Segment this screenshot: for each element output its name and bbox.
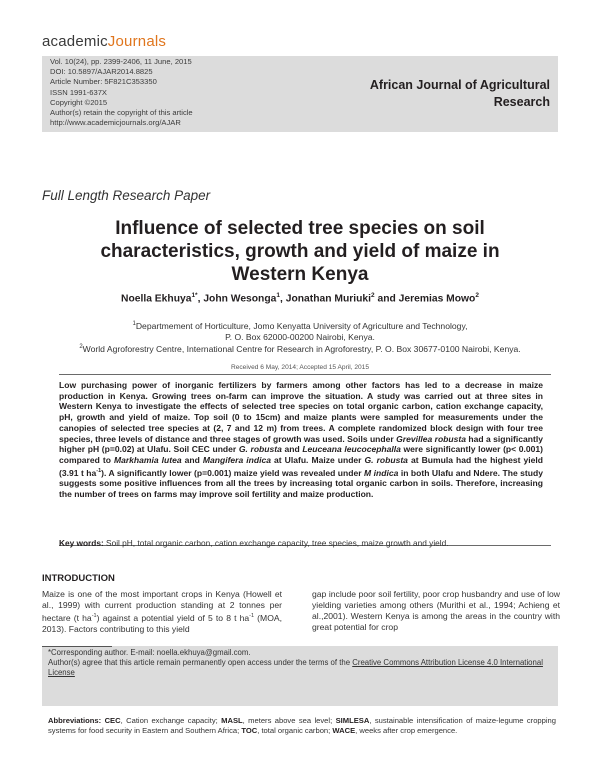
paper-title [60,217,540,286]
author-name: Noella Ekhuya [121,293,192,305]
footnote-text [48,648,553,679]
abstract: Low purchasing power of inorganic fertilizers by farmers among other factors has led to a decrease in maize production in Kenya. Growing trees on-farm can improve the situation. A study was carried out at three sites in Western Kenya to investigate the effects of selected tree species on total organic carbon, cation exchange capacity, pH, growth and yield of maize. Top soil (0 to 15cm) and maize plants were sampled for measurements under the canopies of selected tree species at (2, 7 and 12 m) from trees. A complete randomized block design with four tree species, three levels of distance and three stages of growth was used. Soils under Grevillea robusta had a significantly higher pH (p=0.02) at Ulafu. Soil CEC under G. robusta and Leuceana leucocephalla were significantly lower (p< 0.001) compared to Markhamia lutea and Mangifera indica at Ulafu. Maize under G. robusta at Bumula had the highest yield (3.91 t $ha^{-1}$). A significantly lower (p=0.001) maize yield was revealed under M indica in both Ulafu and Ndere. The study suggests some positive influences from all the trees by increasing total organic carbon in soils. Therefore, increasing the number of trees on farms may improve soil fertility and maize production. [59,380,543,499]
abbrev-term: SIMLESA [335,716,370,725]
affil-mark: 1 [132,321,136,327]
meta-article-number: Article Number: 5F821C353350 [50,77,157,87]
meta-doi: DOI: 10.5897/AJAR2014.8825 [50,67,153,77]
publisher-logo [42,33,166,50]
affiliation-1 [40,319,560,343]
meta-copyright: Copyright ©2015 [50,97,108,107]
journal-name [320,77,550,111]
author-affil-mark: 1 [276,292,280,299]
article-metadata [50,57,310,128]
author-affil-mark: 2 [475,292,479,299]
species-name: G. robusta [364,454,408,465]
abbrev-term: CEC [104,716,121,725]
affil-1-line-2: P. O. Box 62000-00200 Nairobi, Kenya. [225,331,375,342]
species-name: G. robusta [238,444,282,455]
received-accepted-dates: Received 6 May, 2014; Accepted 15 April, 2015 [230,364,370,371]
keywords-text: Soil pH, total organic carbon, cation exchange capacity, tree species, maize growth and yield. [103,538,449,548]
affiliation-2 [40,342,560,355]
logo-journals: Journals [107,33,167,50]
journal-name-line1: African Journal of Agricultural [369,78,550,92]
abbrev-term: MASL [221,716,243,725]
logo-academic: academic [42,33,108,50]
author-list: Noella Ekhuya$^{1*}$, John Wesonga$^1$, Jonathan Muriuki$^2$ and Jeremias Mowo$^2$ [121,292,479,305]
title-line-1: Influence of selected tree species on soil [115,218,485,239]
abbrev-label: Abbreviations: [48,716,102,725]
abbrev-term: WACE [332,726,356,735]
abbreviations: Abbreviations: CEC, Cation exchange capacity; MASL, meters above sea level; SIMLESA, sustainable intensification of maize-legume cropping systems for food security in Eastern and Southern Africa; TOC, total organic carbon; WACE, weeks after crop emergence. [48,716,556,735]
species-name: Leuceana leucocephalla [302,444,401,455]
body-column-left: Maize is one of the most important crops in Kenya (Howell et al., 1999) with current production standing at 2 tonnes per hectare (t $ha^{-1}$) against a potential yield of 5 to 8 t $ha^{-1}$ (MOA, 2013). Factors contributing to this yield [42,589,283,634]
author-affil-mark: 1* [191,292,198,299]
species-name: Grevillea robusta [396,433,466,444]
author-name: Jonathan Muriuki [285,293,371,305]
body-column-right: gap include poor soil fertility, poor crop husbandry and use of low yielding varieties among others (Murithi et al., 1994; Achieng et al.,2001). Western Kenya is among the areas in the country with great potential for crop [312,589,560,632]
footnote-divider [42,646,112,647]
meta-volume: Vol. 10(24), pp. 2399-2406, 11 June, 2015 [50,57,192,66]
paper-type: Full Length Research Paper [42,188,211,203]
affil-mark: 2 [79,344,83,350]
species-name: M indica [364,467,399,478]
meta-issn: ISSN 1991-637X [50,87,107,97]
license-statement: Author(s) agree that this article remain permanently open access under the terms of the Creative Commons Attribution License 4.0 International License [48,658,543,678]
corresponding-author: *Corresponding author. E-mail: noella.ekhuya@gmail.com. [48,648,251,657]
section-heading-introduction: INTRODUCTION [42,573,115,584]
meta-rights: Author(s) retain the copyright of this article [50,108,193,118]
affil-2-line: World Agroforestry Centre, International Centre for Research in Agroforestry, P. O. Box 30677-0100 Nairobi, Kenya. [82,343,521,354]
abbrev-term: TOC [241,726,258,735]
keywords [59,538,559,548]
author-affil-mark: 2 [370,292,375,299]
keywords-label: Key words: [59,538,104,548]
author-name: John Wesonga [203,293,277,305]
title-line-3: Western Kenya [231,264,369,285]
species-name: Markhamia lutea [113,454,182,465]
journal-name-line2: Research [493,95,550,109]
species-name: Mangifera indica [202,454,271,465]
meta-url[interactable]: http://www.academicjournals.org/AJAR [50,118,181,128]
license-link[interactable]: Creative Commons Attribution License 4.0 International License [48,658,543,678]
author-name: Jeremias Mowo [398,293,476,305]
affil-1-line-1: Departmement of Horticulture, Jomo Kenyatta University of Agriculture and Technology, [135,320,468,331]
title-line-2: characteristics, growth and yield of maize in [100,241,500,262]
